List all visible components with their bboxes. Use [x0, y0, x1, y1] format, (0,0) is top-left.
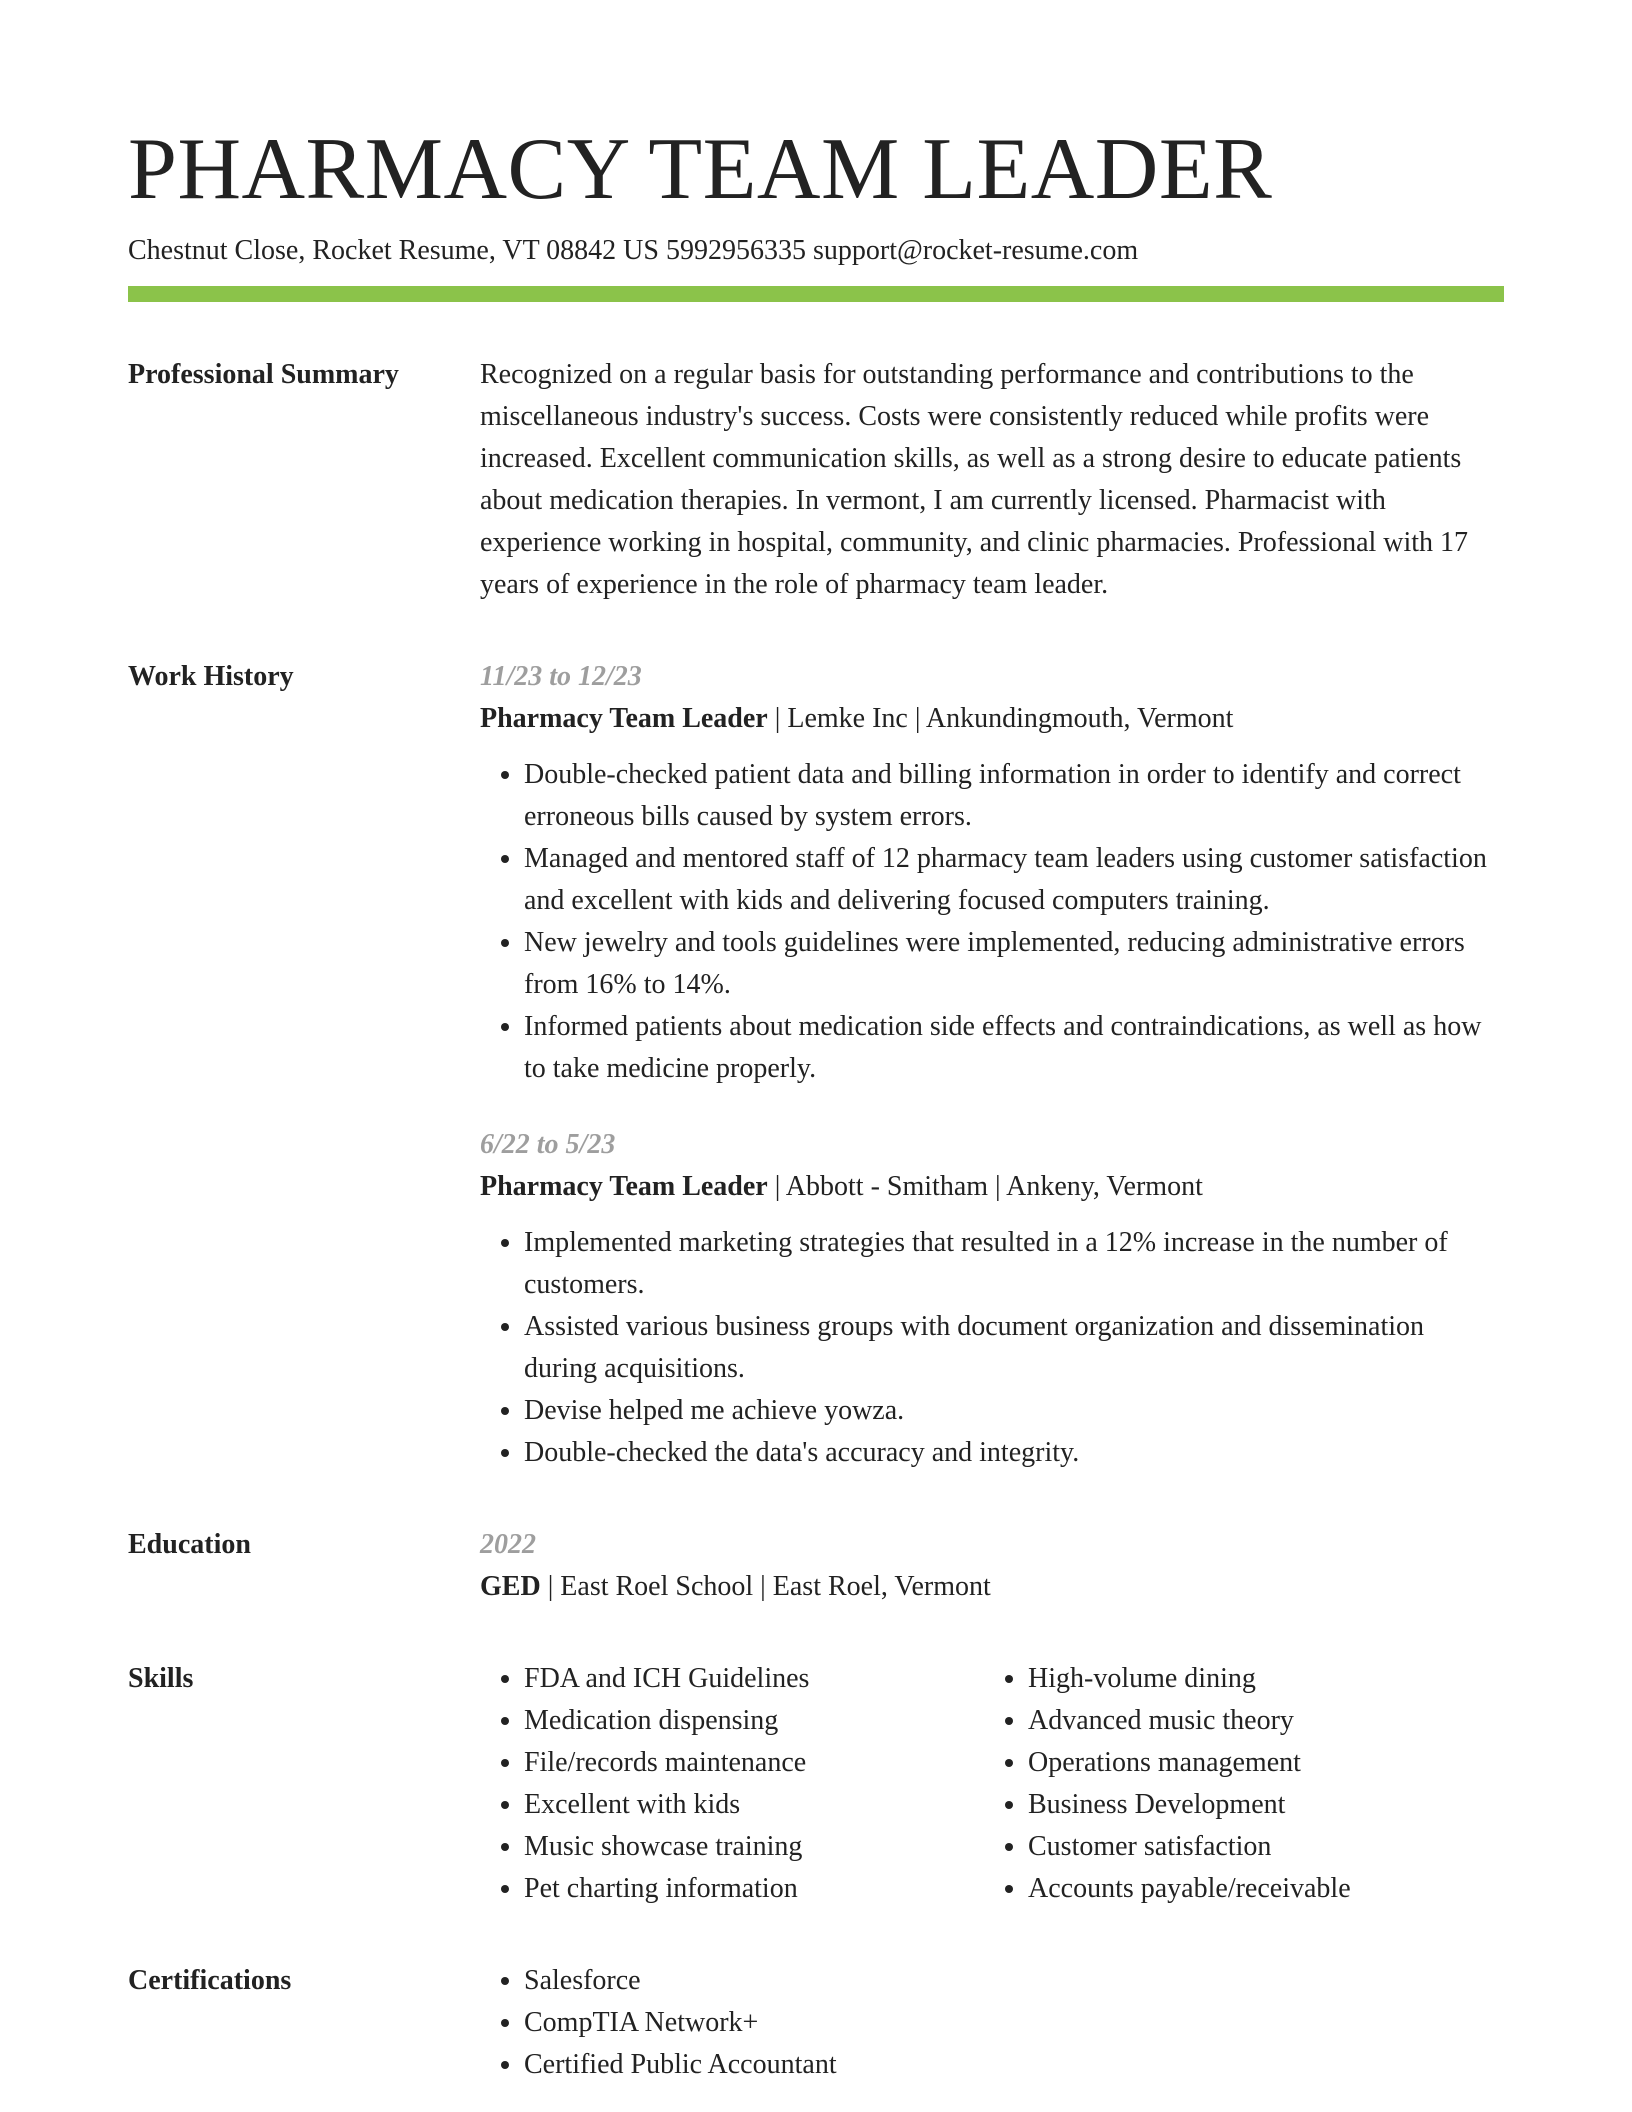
section-label-certifications: Certifications — [128, 1965, 292, 1996]
contact-email: support@rocket-resume.com — [812, 235, 1139, 266]
education-degree: GED — [480, 1571, 541, 1602]
skills-column-right — [984, 1658, 1488, 1910]
list-item: • Accounts payable/receivable — [1028, 1868, 1488, 1910]
list-item: • Double-checked patient data and billing information in order to identify and correct erroneous bills caused by system errors. — [524, 754, 1504, 838]
list-item: • Certified Public Accountant — [524, 2044, 1504, 2086]
summary-text: Recognized on a regular basis for outstanding performance and contributions to the miscellaneous industry's success. Costs were consistently reduced while profits were increased. Excellent communication skills, as well as a strong desire to educate patients about medication therapies. In vermont, I am currently licensed. Pharmacist with experience working in hospital, community, and clinic pharmacies. Professional with 17 years of experience in the role of pharmacy team leader. — [480, 359, 1469, 600]
job-details: | Abbott - Smitham | Ankeny, Vermont — [767, 1171, 1203, 1202]
list-item: • Music showcase training — [524, 1826, 984, 1868]
section-summary — [128, 354, 1504, 606]
section-label-skills: Skills — [128, 1663, 194, 1694]
job-entry — [480, 656, 1504, 1090]
list-item: • Assisted various business groups with document organization and dissemination during acquisitions. — [524, 1306, 1504, 1390]
job-title: Pharmacy Team Leader — [480, 703, 768, 734]
job-bullets — [480, 754, 1504, 1090]
list-item: • Devise helped me achieve yowza. — [524, 1390, 1504, 1432]
list-item: • Double-checked the data's accuracy and integrity. — [524, 1432, 1504, 1474]
list-item: • Implemented marketing strategies that resulted in a 12% increase in the number of customers. — [524, 1222, 1504, 1306]
list-item: • Pet charting information — [524, 1868, 984, 1910]
job-details: | Lemke Inc | Ankundingmouth, Vermont — [767, 703, 1234, 734]
resume-page — [128, 120, 1504, 2086]
header-divider — [128, 286, 1504, 302]
section-label-work-history: Work History — [128, 661, 294, 692]
section-skills — [128, 1658, 1504, 1910]
list-item: • CompTIA Network+ — [524, 2002, 1504, 2044]
list-item: • High-volume dining — [1028, 1658, 1488, 1700]
section-education — [128, 1524, 1504, 1608]
list-item: • Business Development — [1028, 1784, 1488, 1826]
list-item: • Advanced music theory — [1028, 1700, 1488, 1742]
list-item: • Salesforce — [524, 1960, 1504, 2002]
education-heading — [480, 1566, 1504, 1608]
list-item: • Informed patients about medication side effects and contraindications, as well as how to take medicine properly. — [524, 1006, 1504, 1090]
section-label-education: Education — [128, 1529, 251, 1560]
list-item: • Excellent with kids — [524, 1784, 984, 1826]
job-title: Pharmacy Team Leader — [480, 1171, 768, 1202]
certifications-list — [480, 1960, 1504, 2086]
list-item: • Operations management — [1028, 1742, 1488, 1784]
contact-line — [128, 234, 1504, 268]
contact-address: Chestnut Close, Rocket Resume, VT 08842 US — [128, 235, 659, 266]
job-entry — [480, 1124, 1504, 1474]
job-dates: 11/23 to 12/23 — [480, 661, 642, 692]
skills-grid — [480, 1658, 1504, 1910]
job-dates: 6/22 to 5/23 — [480, 1129, 616, 1160]
section-certifications — [128, 1960, 1504, 2086]
job-heading — [480, 1166, 1504, 1208]
education-year: 2022 — [480, 1529, 536, 1560]
list-item: • File/records maintenance — [524, 1742, 984, 1784]
list-item: • New jewelry and tools guidelines were implemented, reducing administrative errors from 16% to 14%. — [524, 922, 1504, 1006]
list-item: • Managed and mentored staff of 12 pharmacy team leaders using customer satisfaction and excellent with kids and delivering focused computers training. — [524, 838, 1504, 922]
section-work-history — [128, 656, 1504, 1474]
resume-name: PHARMACY TEAM LEADER — [128, 121, 1273, 218]
list-item: • Medication dispensing — [524, 1700, 984, 1742]
skills-column-left — [480, 1658, 984, 1910]
list-item: • FDA and ICH Guidelines — [524, 1658, 984, 1700]
list-item: • Customer satisfaction — [1028, 1826, 1488, 1868]
job-heading — [480, 698, 1504, 740]
section-label-summary: Professional Summary — [128, 359, 399, 390]
job-bullets — [480, 1222, 1504, 1474]
contact-phone: 5992956335 — [665, 235, 806, 266]
education-details: | East Roel School | East Roel, Vermont — [540, 1571, 991, 1602]
